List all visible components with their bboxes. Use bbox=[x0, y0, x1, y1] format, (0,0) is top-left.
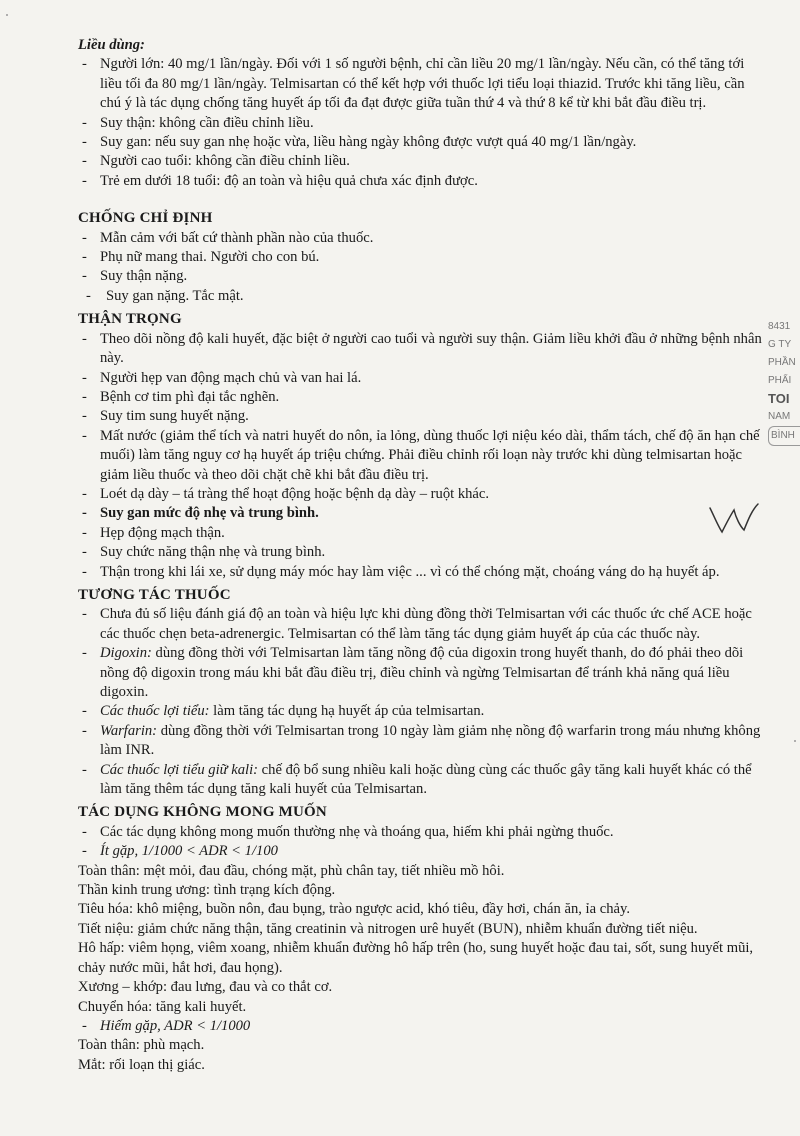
interaction-item-diuretic bbox=[78, 702, 768, 721]
adverse-uncommon-item: Tiêu hóa: khô miệng, buồn nôn, đau bụng, trào ngược acid, khó tiêu, đầy hơi, chán ăn, ỉa chảy. bbox=[78, 901, 630, 918]
adverse-uncommon-item: Thần kinh trung ương: tình trạng kích động. bbox=[78, 882, 336, 899]
contraindication-item: - Phụ nữ mang thai. Người cho con bú. bbox=[78, 248, 768, 267]
adverse-uncommon-item: Tiết niệu: giảm chức năng thận, tăng creatinin và nitrogen urê huyết (BUN), nhiễm khuẩn đường tiết niệu. bbox=[78, 920, 698, 937]
dosage-item-children: - Trẻ em dưới 18 tuổi: độ an toàn và hiệu quả chưa xác định được. bbox=[78, 172, 768, 191]
interactions-heading: TƯƠNG TÁC THUỐC bbox=[78, 586, 231, 603]
precaution-item: - Suy gan mức độ nhẹ và trung bình. bbox=[78, 504, 768, 523]
precaution-item: - Loét dạ dày – tá tràng thể hoạt động hoặc bệnh dạ dày – ruột khác. bbox=[78, 485, 768, 504]
precaution-item: - Người hẹp van động mạch chủ và van hai lá. bbox=[78, 369, 768, 388]
scan-speck bbox=[6, 14, 8, 16]
diuretic-label: Các thuốc lợi tiểu: bbox=[100, 703, 210, 720]
stamp-line: 8431 bbox=[768, 321, 791, 332]
contraindication-item: - Suy gan nặng. Tắc mật. bbox=[78, 287, 768, 306]
dosage-title: Liều dùng: bbox=[78, 37, 145, 53]
precaution-item: - Theo dõi nồng độ kali huyết, đặc biệt ở người cao tuổi và người suy thận. Giảm liều khởi đầu ở những bệnh nhân này. bbox=[78, 330, 768, 369]
warfarin-label: Warfarin: bbox=[100, 722, 158, 739]
dosage-item-adult: - Người lớn: 40 mg/1 lần/ngày. Đối với 1 số người bệnh, chỉ cần liều 20 mg/1 lần/ngày. Nếu cần, có thể tăng tới liều tối đa 80 mg/1 lần/ngày. Telmisartan có thể kết hợp với thuốc lợi tiểu loại thiazid. Trước khi tăng liều, cần chú ý là tác dụng chống tăng huyết áp tối đa đạt được giữa tuần thứ 4 và thứ 8 kể từ khi bắt đầu điều trị. bbox=[78, 55, 768, 113]
stamp-line: PHẨI bbox=[768, 375, 792, 386]
digoxin-label: Digoxin: bbox=[100, 645, 152, 662]
precautions-heading: THẬN TRỌNG bbox=[78, 311, 182, 328]
interaction-item-digoxin bbox=[78, 644, 768, 702]
adverse-intro: - Các tác dụng không mong muốn thường nhẹ và thoáng qua, hiếm khi phải ngừng thuốc. bbox=[78, 823, 768, 842]
potassium-sparing-label: Các thuốc lợi tiểu giữ kali: bbox=[100, 761, 259, 778]
adverse-uncommon-item: Xương – khớp: đau lưng, đau và co thắt cơ. bbox=[78, 979, 333, 996]
stamp-line: G TY bbox=[768, 339, 792, 350]
diuretic-text: làm tăng tác dụng hạ huyết áp của telmisartan. bbox=[209, 703, 485, 720]
dosage-item-renal: - Suy thận: không cần điều chỉnh liều. bbox=[78, 114, 768, 133]
warfarin-text: dùng đồng thời với Telmisartan trong 10 ngày làm giảm nhẹ nồng độ warfarin trong máu nhưng không làm INR. bbox=[100, 722, 761, 759]
adverse-rare-label: - Hiếm gặp, ADR < 1/1000 bbox=[78, 1017, 768, 1036]
scan-speck bbox=[794, 740, 796, 742]
interaction-item-warfarin bbox=[78, 722, 768, 761]
stamp-line: PHẦN bbox=[768, 357, 796, 368]
precaution-item: - Bệnh cơ tim phì đại tắc nghẽn. bbox=[78, 388, 768, 407]
adverse-uncommon-item: Chuyển hóa: tăng kali huyết. bbox=[78, 998, 247, 1015]
dosage-item-elderly: - Người cao tuổi: không cần điều chỉnh liều. bbox=[78, 152, 768, 171]
adverse-uncommon-item: Toàn thân: mệt mỏi, đau đầu, chóng mặt, phù chân tay, tiết nhiều mồ hôi. bbox=[78, 862, 505, 879]
precaution-item: - Hẹp động mạch thận. bbox=[78, 524, 768, 543]
stamp-line: TOI bbox=[768, 391, 790, 406]
precaution-item: - Suy chức năng thận nhẹ và trung bình. bbox=[78, 543, 768, 562]
potassium-sparing-text: chế độ bổ sung nhiều kali hoặc dùng cùng các thuốc gây tăng kali huyết khác có thể làm tăng thêm tác dụng tăng kali huyết của Telmisartan. bbox=[100, 761, 752, 798]
handwritten-initial-mark bbox=[706, 502, 762, 538]
document-page bbox=[78, 36, 768, 1075]
interaction-item-ace: - Chưa đủ số liệu đánh giá độ an toàn và hiệu lực khi dùng đồng thời Telmisartan với các thuốc ức chế ACE hoặc các thuốc chẹn beta-adrenergic. Telmisartan có thể làm tăng tác dụng giảm huyết áp của các thuốc này. bbox=[78, 605, 768, 644]
precaution-item: - Thận trong khi lái xe, sử dụng máy móc hay làm việc ... vì có thể chóng mặt, choáng váng do hạ huyết áp. bbox=[78, 563, 768, 582]
adverse-rare-item: Mắt: rối loạn thị giác. bbox=[78, 1056, 205, 1073]
adverse-heading: TÁC DỤNG KHÔNG MONG MUỐN bbox=[78, 804, 327, 821]
contraindications-heading: CHỐNG CHỈ ĐỊNH bbox=[78, 210, 213, 227]
adverse-uncommon-item: Hô hấp: viêm họng, viêm xoang, nhiễm khuẩn đường hô hấp trên (ho, sung huyết hoặc đau tai, sốt, sung huyết mũi, chảy nước mũi, hắt hơi, đau họng). bbox=[78, 940, 754, 976]
precaution-item: - Suy tim sung huyết nặng. bbox=[78, 407, 768, 426]
adverse-uncommon-label: - Ít gặp, 1/1000 < ADR < 1/100 bbox=[78, 842, 768, 861]
interaction-item-potassium-sparing bbox=[78, 761, 768, 800]
stamp-line: BÌNH bbox=[768, 426, 800, 446]
adverse-rare-item: Toàn thân: phù mạch. bbox=[78, 1037, 205, 1054]
stamp-line: NAM bbox=[768, 411, 791, 422]
digoxin-text: dùng đồng thời với Telmisartan làm tăng nồng độ của digoxin trong huyết thanh, do đó phải theo dõi nồng độ digoxin trong máu khi bắt đầu điều trị, điều chỉnh và ngừng Telmisartan để tránh khả năng quá liều digoxin. bbox=[100, 645, 744, 700]
contraindication-item: - Mẫn cảm với bất cứ thành phần nào của thuốc. bbox=[78, 229, 768, 248]
precaution-item: - Mất nước (giảm thể tích và natri huyết do nôn, ỉa lỏng, dùng thuốc lợi niệu kéo dài, thẩm tách, chế độ ăn hạn chế muối) làm tăng nguy cơ hạ huyết áp triệu chứng. Phải điều chỉnh rối loạn này trước khi dùng telmisartan hoặc giảm liều thuốc và theo dõi chặt chẽ khi bắt đầu điều trị. bbox=[78, 427, 768, 485]
company-stamp bbox=[768, 318, 800, 446]
contraindication-item: - Suy thận nặng. bbox=[78, 267, 768, 286]
dosage-item-hepatic: - Suy gan: nếu suy gan nhẹ hoặc vừa, liều hàng ngày không được vượt quá 40 mg/1 lần/ngày. bbox=[78, 133, 768, 152]
